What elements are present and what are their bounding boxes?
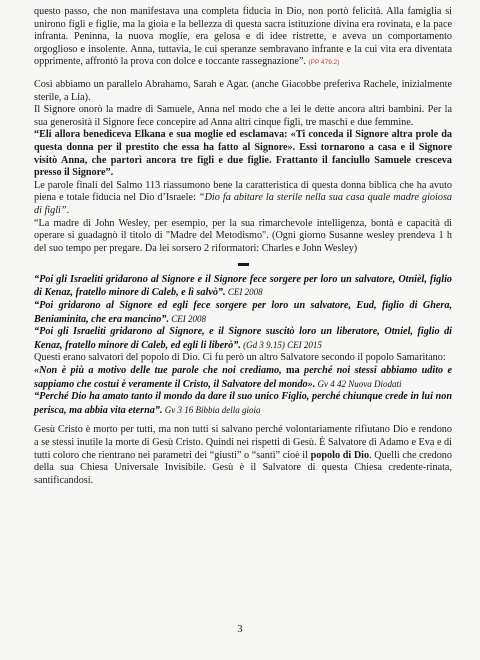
section-separator (34, 259, 452, 272)
paragraph-anna: Il Signore onorò la madre di Samuele, Anna nel modo che a lei le dette ancora altri bambini. Per la sua generosità il Signore fece concepire ad Anna altri cinque figli, tre maschi e due femmine. (34, 104, 452, 128)
quote-samaritani-a: «Non è più a motivo delle tue parole che noi crediamo, (34, 365, 282, 377)
quote-eli: “Eli allora benediceva Elkana e sua moglie ed esclamava: «Ti conceda il Signore altra prole da questa donna per il prestito che essa ha fatto al Signore». Essi tornarono a casa e il Signore visitò Anna, che partorì ancora tre figli e due figlie. Frattanto il fanciullo Samuele cresceva presso il Signore”. (34, 129, 452, 179)
quote-samaritani-b: ma (281, 365, 304, 377)
quote-otniel2-text: “Poi gli Israeliti gridarono al Signore, e il Signore suscitò loro un liberatore, Otniel, figlio di Kenaz, fratello minore di Caleb, ed egli li liberò”. (34, 326, 452, 351)
quote-otniel2-source: (Gd 3 9.15) CEI 2015 (240, 339, 322, 350)
closing-text-c: . Quelli che credono della sua Chiesa Universale Invisibile. Gesù è il Salvatore di questa Chiesa credente-rinata, santificandosi. (34, 449, 452, 486)
quote-giovanni-text: “Perché Dio ha amato tanto il mondo da dare il suo unico Figlio, perché chiunque crede in lui non perisca, ma abbia vita eterna”. (34, 391, 452, 416)
salmo-end: . (66, 204, 70, 216)
quote-eud (34, 300, 452, 326)
quote-otniel-source: CEI 2008 (225, 287, 263, 298)
salmo-text: Le parole finali del Salmo 113 riassumono bene la caratteristica di questa donna biblica che ha avuto piena e totale fiducia nel Dio d’Israele: (34, 179, 452, 204)
quote-eud-text: “Poi gridarono al Signore ed egli fece sorgere per loro un salvatore, Eud, figlio di Ghera, Beniaminita, che era mancino”. (34, 300, 452, 325)
quote-otniel-text: “Poi gli Israeliti gridarono al Signore e il Signore fece sorgere per loro un salvatore, Otnièl, figlio di Kenaz, fratello minore di Caleb, e lì salvò”. (34, 273, 452, 299)
quote-giovanni (34, 391, 452, 417)
quote-otniel-2015 (34, 326, 452, 352)
quote-otniel-2008 (34, 274, 452, 300)
closing-popolo: popolo di Dio (310, 449, 370, 461)
intro-paragraph (34, 6, 452, 70)
paragraph-salmo (34, 180, 452, 218)
salmo-quote: “Dio fa abitare la sterile nella sua casa quale madre gioiosa di figli” (34, 192, 453, 216)
paragraph-parallel: Così abbiamo un parallelo Abrahamo, Sarah e Agar. (anche Giacobbe preferiva Rachele, inizialmente sterile, a Lia). (34, 78, 452, 103)
closing-text-a: Gesù Cristo è morto per tutti, ma non tutti si salvano perché volontariamente rifiutano Dio e rendono a se stessi inutile la morte di Gesù Cristo. Quindi nei rispetti di Gesù. È Salvatore di Adamo e Eva e di tutti coloro che rientrano nei parametri dei “giusti” o “santi” cioè il (34, 424, 452, 461)
paragraph-wesley: “La madre di John Wesley, per esempio, per la sua rimarchevole intelligenza, bontà e capacità di operare si guadagnò il titolo di "Madre del Metodismo". (Ogni giorno Susanne wesley prendeva 1 h del suo tempo per pregare. Da lei sorsero 2 riformatori: Charles e John Wesley) (34, 217, 452, 254)
closing-paragraph (34, 424, 452, 487)
intro-text: questo passo, che non manifestava una completa fiducia in Dio, non portò felicità. Alla famiglia si unirono figli e figlie, ma la gioia e la bellezza di questa sacra istituzione divina era rovinata, e la pace infranta. Peninna, la nuova moglie, era gelosa e di idee ristrette, e aveva un comportamento orgoglioso e insolente. Anna, tuttavia, le cui speranze sembravano infrante e la cui vita era diventata opprimente, affrontò la prova con dolce e toccante rassegnazione”. (34, 6, 452, 68)
quote-giovanni-source: Gv 3 16 Bibbia della gioia (162, 404, 261, 415)
quote-samaritani (34, 365, 452, 391)
paragraph-salvatori: Questi erano salvatori del popolo di Dio. Ci fu però un altro Salvatore secondo il popolo Samaritano: (34, 352, 446, 364)
quote-samaritani-c: perché noi stessi abbiamo udito e sappiamo che costui è veramente il Cristo, il Salvatore del mondo». (34, 365, 452, 390)
quote-eud-source: CEI 2008 (169, 313, 206, 324)
page-number: 3 (237, 624, 243, 635)
quote-samaritani-source: Gv 4 42 Nuova Diodati (315, 378, 402, 389)
reference-pp: (PP 479.2) (308, 59, 340, 67)
